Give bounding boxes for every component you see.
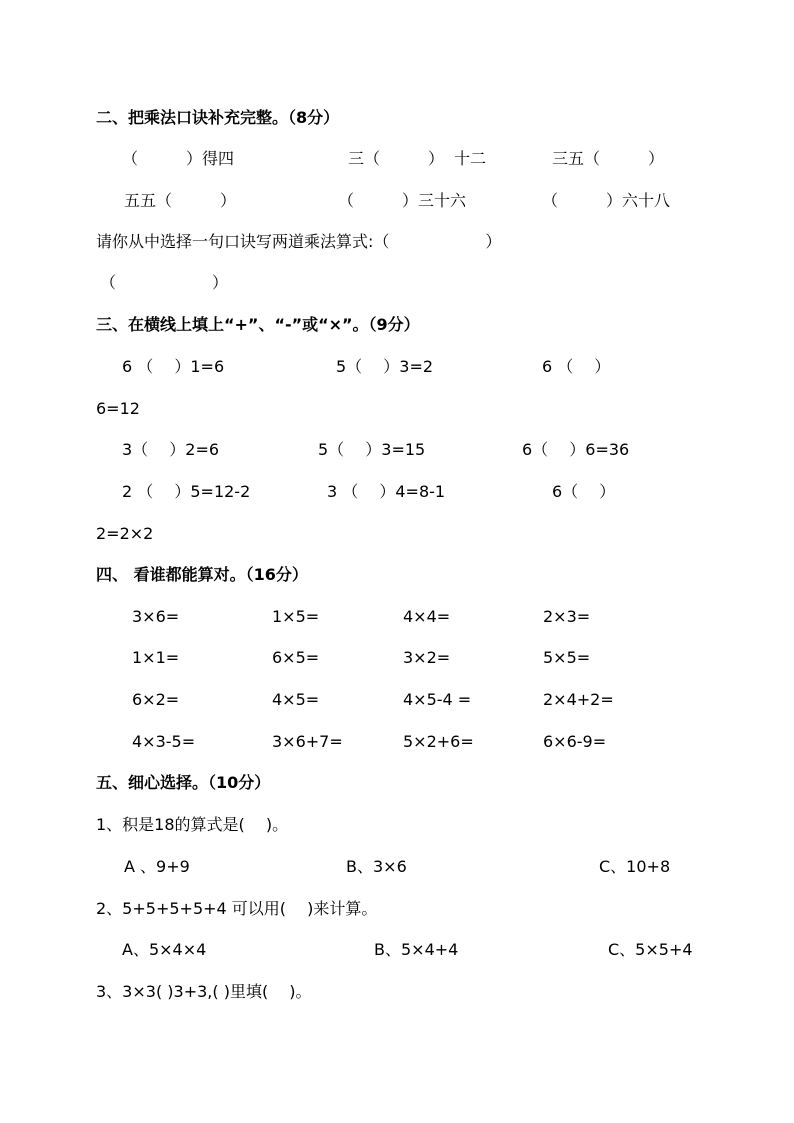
section-4-row2-item4: 5×5= xyxy=(543,648,591,667)
section-5-heading: 五、细心选择。（10分） xyxy=(96,773,271,792)
section-4-row3-item2: 4×5= xyxy=(272,690,320,709)
section-3-row1-item3: 6 （ ） xyxy=(542,357,611,376)
section-3-row3-wrap: 2=2×2 xyxy=(96,524,154,543)
section-4-row4-item2: 3×6+7= xyxy=(272,732,343,751)
section-4-row1-item2: 1×5= xyxy=(272,607,320,626)
section-4-row1-item3: 4×4= xyxy=(403,607,451,626)
section-5-question-2: 2、5+5+5+5+4 可以用( )来计算。 xyxy=(96,899,378,918)
section-4-row2-item1: 1×1= xyxy=(132,648,180,667)
section-5-q2-option-a: A、5×4×4 xyxy=(122,940,207,959)
section-2-row1-item2: 三（ ） 十二 xyxy=(348,149,487,168)
section-3-row1-item2: 5（ ）3=2 xyxy=(336,357,434,376)
section-4-row1-item4: 2×3= xyxy=(543,607,591,626)
section-4-row3-item4: 2×4+2= xyxy=(543,690,614,709)
section-5-q2-option-c: C、5×5+4 xyxy=(608,940,693,959)
section-4-row1-item1: 3×6= xyxy=(132,607,180,626)
section-3-row3-item3: 6（ ） xyxy=(552,482,616,501)
section-3-row1-wrap: 6=12 xyxy=(96,399,140,418)
section-2-row2-item3: （ ）六十八 xyxy=(542,191,671,210)
section-3-row2-item1: 3（ ）2=6 xyxy=(122,440,220,459)
section-2-prompt: 请你从中选择一句口诀写两道乘法算式:（ ） xyxy=(96,232,502,251)
section-2-row1-item3: 三五（ ） xyxy=(552,149,665,168)
section-3-row1-item1: 6 （ ）1=6 xyxy=(122,357,225,376)
section-3-row3-item1: 2 （ ）5=12-2 xyxy=(122,482,251,501)
section-4-row4-item3: 5×2+6= xyxy=(403,732,474,751)
section-3-row2-item2: 5（ ）3=15 xyxy=(318,440,426,459)
section-4-row3-item3: 4×5-4 = xyxy=(403,690,472,709)
section-5-q1-option-a: A 、9+9 xyxy=(124,857,190,876)
section-5-question-3: 3、3×3( )3+3,( )里填( )。 xyxy=(96,982,312,1001)
section-5-q2-option-b: B、5×4+4 xyxy=(374,940,459,959)
section-3-row2-item3: 6（ ）6=36 xyxy=(522,440,630,459)
section-4-heading: 四、 看谁都能算对。（16分） xyxy=(96,565,308,584)
section-3-heading: 三、在横线上填上“+”、“-”或“×”。（9分） xyxy=(96,315,420,334)
section-5-question-1: 1、积是18的算式是( )。 xyxy=(96,815,289,834)
section-2-row1-item1: （ ）得四 xyxy=(122,149,235,168)
section-3-row3-item2: 3 （ ）4=8-1 xyxy=(327,482,446,501)
section-5-q1-option-c: C、10+8 xyxy=(599,857,671,876)
section-4-row2-item3: 3×2= xyxy=(403,648,451,667)
section-4-row4-item1: 4×3-5= xyxy=(132,732,196,751)
section-2-answer-blank: （ ） xyxy=(100,273,229,292)
section-2-row2-item1: 五五（ ） xyxy=(124,191,237,210)
section-5-q1-option-b: B、3×6 xyxy=(346,857,407,876)
section-2-heading: 二、把乘法口诀补充完整。（8分） xyxy=(96,108,340,127)
section-4-row3-item1: 6×2= xyxy=(132,690,180,709)
section-4-row2-item2: 6×5= xyxy=(272,648,320,667)
section-4-row4-item4: 6×6-9= xyxy=(543,732,607,751)
section-2-row2-item2: （ ）三十六 xyxy=(338,191,467,210)
